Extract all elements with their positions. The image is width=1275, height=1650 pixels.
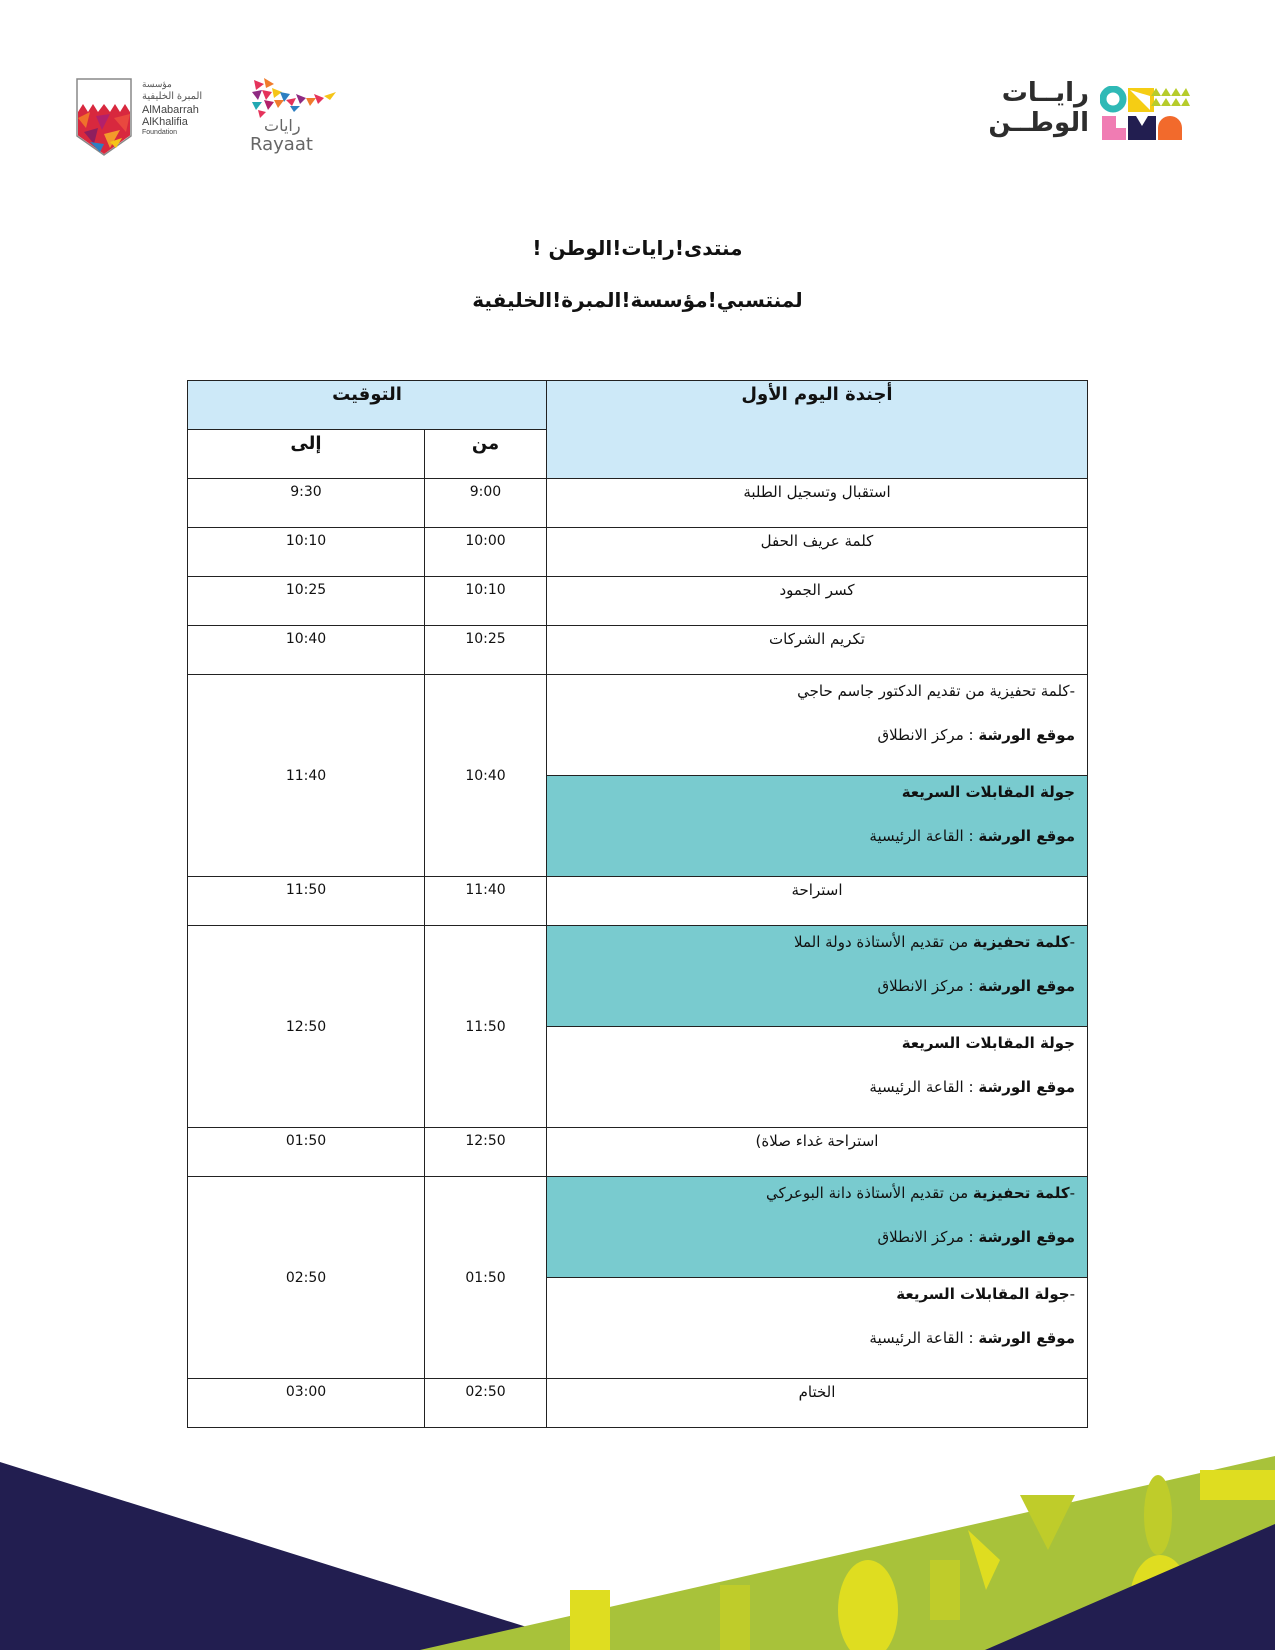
agenda-block-cell	[547, 675, 1088, 776]
table-row	[188, 1128, 1088, 1177]
agenda-item-cell: تكريم الشركات	[547, 626, 1088, 675]
time-from-cell: 01:50	[425, 1177, 547, 1379]
table-row	[188, 1177, 1088, 1278]
agenda-block-title	[547, 780, 1075, 824]
table-row	[188, 626, 1088, 675]
rayaat-alwatan-logo	[975, 78, 1189, 146]
time-to-cell: 10:40	[188, 626, 425, 675]
table-row	[188, 528, 1088, 577]
agenda-block-location	[547, 1075, 1075, 1119]
agenda-block-cell	[547, 1027, 1088, 1128]
rayaat-alwatan-line1: رايــات	[1001, 78, 1089, 108]
document-title-line2: لمنتسبي!مؤسسة!المبرة!الخليفية	[472, 288, 803, 312]
timing-header	[188, 381, 547, 430]
time-to-cell: 11:40	[188, 675, 425, 877]
footer-navy-left	[0, 1462, 600, 1650]
table-row	[188, 926, 1088, 1027]
location-value: : القاعة الرئيسية	[869, 1329, 974, 1347]
time-from-cell: 10:10	[425, 577, 547, 626]
title-rest: من تقديم الأستاذة دولة الملا	[794, 933, 973, 951]
time-from-cell: 02:50	[425, 1379, 547, 1428]
location-label: موقع الورشة	[978, 827, 1075, 845]
agenda-header	[547, 381, 1088, 479]
time-to-cell: 01:50	[188, 1128, 425, 1177]
time-to-cell: 10:10	[188, 528, 425, 577]
from-header-label: من	[471, 433, 500, 454]
time-to-cell: 11:50	[188, 877, 425, 926]
time-from-cell: 11:40	[425, 877, 547, 926]
table-row	[188, 479, 1088, 528]
time-from-cell: 10:25	[425, 626, 547, 675]
location-value: : مركز الانطلاق	[877, 977, 974, 995]
agenda-block-title	[547, 679, 1075, 723]
rayaat-flag-icon	[250, 78, 338, 120]
agenda-block-title	[547, 1031, 1075, 1075]
time-from-cell: 10:00	[425, 528, 547, 577]
agenda-block-cell	[547, 926, 1088, 1027]
agenda-block-title	[547, 1181, 1075, 1225]
time-to-cell: 9:30	[188, 479, 425, 528]
location-value: : القاعة الرئيسية	[869, 1078, 974, 1096]
location-label: موقع الورشة	[978, 1329, 1075, 1347]
agenda-block-location	[547, 1326, 1075, 1370]
time-to-cell: 02:50	[188, 1177, 425, 1379]
agenda-block-title	[547, 930, 1075, 974]
title-bold: جولة المقابلات السريعة	[896, 1285, 1070, 1303]
time-to-cell: 03:00	[188, 1379, 425, 1428]
title-bold: جولة المقابلات السريعة	[901, 783, 1075, 801]
to-header	[188, 430, 425, 479]
mabarrah-english-line3: Foundation	[142, 129, 178, 136]
location-value: : مركز الانطلاق	[877, 1228, 974, 1246]
agenda-item-cell: استراحة	[547, 877, 1088, 926]
location-label: موقع الورشة	[978, 1228, 1075, 1246]
title-prefix: -	[1069, 1184, 1075, 1202]
agenda-block-cell	[547, 776, 1088, 877]
location-value: : القاعة الرئيسية	[869, 827, 974, 845]
agenda-item-cell: كسر الجمود	[547, 577, 1088, 626]
table-row	[188, 675, 1088, 776]
document-title-line1: منتدى!رايات!الوطن !	[532, 236, 743, 260]
from-header	[425, 430, 547, 479]
time-to-cell: 10:25	[188, 577, 425, 626]
time-from-cell: 11:50	[425, 926, 547, 1128]
title-bold: جولة المقابلات السريعة	[901, 1034, 1075, 1052]
title-rest: من تقديم الأستاذة دانة البوعركي	[765, 1184, 973, 1202]
title-rest: كلمة تحفيزية من تقديم الدكتور جاسم حاجي	[797, 682, 1070, 700]
title-prefix: -	[1069, 933, 1075, 951]
title-prefix: -	[1069, 1285, 1075, 1303]
agenda-block-title	[547, 1282, 1075, 1326]
agenda-block-cell	[547, 1278, 1088, 1379]
rayaat-arabic-name: رايات	[264, 116, 301, 135]
mabarrah-english-line1: AlMabarrah	[142, 104, 199, 116]
location-label: موقع الورشة	[978, 1078, 1075, 1096]
time-from-cell: 12:50	[425, 1128, 547, 1177]
mabarrah-arabic-line1: مؤسسة	[142, 79, 172, 89]
to-header-label: إلى	[290, 433, 322, 454]
agenda-item-cell: الختام	[547, 1379, 1088, 1428]
agenda-block-location	[547, 1225, 1075, 1269]
timing-header-label: التوقيت	[332, 384, 402, 405]
mabarrah-english-line2: AlKhalifia	[142, 116, 188, 128]
time-from-cell: 9:00	[425, 479, 547, 528]
agenda-table	[187, 380, 1088, 1428]
title-bold: كلمة تحفيزية	[972, 1184, 1070, 1202]
rayaat-english-name: Rayaat	[250, 134, 313, 155]
location-label: موقع الورشة	[978, 726, 1075, 744]
time-from-cell: 10:40	[425, 675, 547, 877]
title-prefix: -	[1069, 682, 1075, 700]
table-row	[188, 877, 1088, 926]
agenda-header-label: أجندة اليوم الأول	[741, 384, 893, 405]
agenda-block-cell	[547, 1177, 1088, 1278]
time-to-cell: 12:50	[188, 926, 425, 1128]
table-header-row-1	[188, 381, 1088, 430]
location-value: : مركز الانطلاق	[877, 726, 974, 744]
mabarrah-foundation-logo	[76, 78, 211, 158]
agenda-block-location	[547, 824, 1075, 868]
mabarrah-arabic-line2: المبرة الخليفية	[142, 91, 203, 102]
rayaat-logo	[250, 78, 340, 158]
rayaat-alwatan-line2: الوطــن	[988, 108, 1089, 138]
agenda-block-location	[547, 723, 1075, 767]
title-bold: كلمة تحفيزية	[972, 933, 1070, 951]
agenda-item-cell: استراحة غداء صلاة)	[547, 1128, 1088, 1177]
rayaat-alwatan-shapes-icon	[1100, 86, 1190, 142]
agenda-block-location	[547, 974, 1075, 1018]
table-row	[188, 577, 1088, 626]
mabarrah-shield-icon	[76, 78, 132, 156]
footer-decoration	[0, 1400, 1275, 1650]
location-label: موقع الورشة	[978, 977, 1075, 995]
agenda-item-cell: استقبال وتسجيل الطلبة	[547, 479, 1088, 528]
agenda-item-cell: كلمة عريف الحفل	[547, 528, 1088, 577]
